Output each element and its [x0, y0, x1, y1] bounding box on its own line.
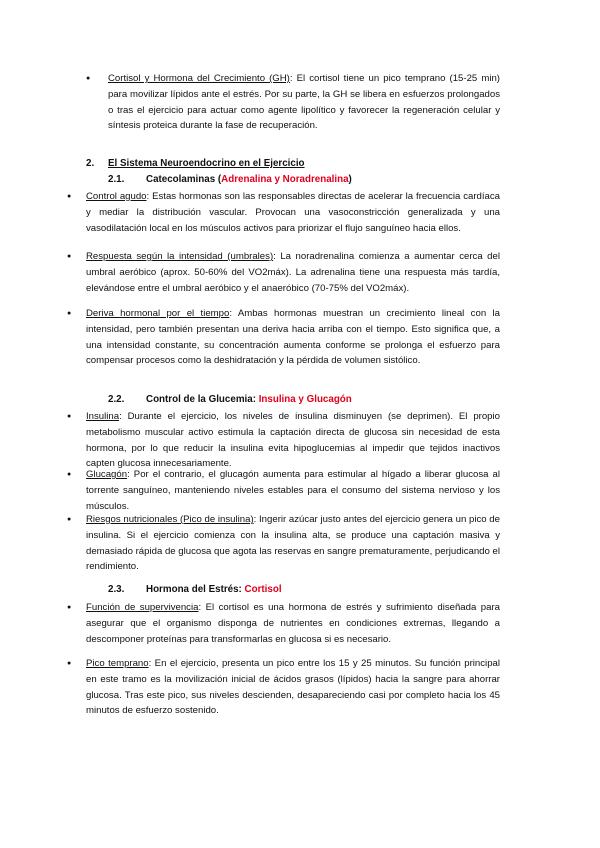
- subsection-title-highlight: Cortisol: [244, 584, 282, 595]
- subsection-heading: [108, 174, 352, 185]
- list-item: [86, 656, 500, 719]
- bullet-label: Función de supervivencia: [86, 602, 199, 613]
- subsection-title: Control de la Glucemia:: [146, 394, 259, 405]
- list-item: [86, 249, 500, 296]
- subsection-number: 2.2.: [108, 394, 125, 405]
- bullet-label: Pico temprano: [86, 658, 149, 669]
- bullet-text: : Ingerir azúcar justo antes del ejercicio genera un pico de insulina. Si el ejercicio comienza con la insulina alta, se produce una captación masiva y demasiado rápida de glucosa que agota las reservas en sangre prematuramente, perjudicando el rendimiento.: [86, 514, 500, 573]
- bullet-label: Riesgos nutricionales (Pico de insulina): [86, 514, 254, 525]
- list-item: [86, 409, 500, 472]
- list-item: [86, 71, 500, 134]
- bullet-text: : Estas hormonas son las responsables directas de acelerar la frecuencia cardíaca y mediar la distribución vascular. Provocan una vasoconstricción generalizada y una vasodilatación local en los músculos activos para priorizar el flujo sanguíneo hacia ellos.: [86, 191, 500, 234]
- bullet-label: Glucagón: [86, 469, 128, 480]
- subsection-title: Catecolaminas (: [146, 174, 222, 185]
- bullet-label: Deriva hormonal por el tiempo: [86, 308, 230, 319]
- subsection-title-suffix: ): [348, 174, 352, 185]
- subsection-heading: [108, 394, 352, 405]
- bullet-label: Control agudo: [86, 191, 147, 202]
- list-item: [86, 306, 500, 369]
- bullet-text: : La noradrenalina comienza a aumentar cerca del umbral aeróbico (aprox. 50-60% del VO2máx). La adrenalina tiene una respuesta más tardía, elevándose entre el umbral aeróbico y el anaeróbico (70-75% del VO2máx).: [86, 251, 500, 294]
- bullet-text: : Ambas hormonas muestran un crecimiento lineal con la intensidad, pero también presentan una deriva hacia arriba con el tiempo. Esto significa que, a una intensidad constante, su concentración aumenta conforme se prolonga el esfuerzo para compensar procesos como la deshidratación y la pérdida de volumen sistólico.: [86, 308, 500, 367]
- subsection-number: 2.1.: [108, 174, 125, 185]
- bullet-text: : Durante el ejercicio, los niveles de insulina disminuyen (se deprimen). El propio metabolismo muscular activo estimula la captación directa de glucosa sin necesidad de esta hormona, por lo que reducir la insulina evita hipoglucemias al impedir que tejidos inactivos capten glucosa innecesariamente.: [86, 411, 500, 470]
- subsection-heading: [108, 584, 282, 595]
- list-item: [86, 189, 500, 236]
- list-item: [86, 600, 500, 647]
- section-title: El Sistema Neuroendocrino en el Ejercicio: [108, 158, 305, 169]
- bullet-text: : Por el contrario, el glucagón aumenta para estimular al hígado a liberar glucosa al torrente sanguíneo, manteniendo niveles estables para el consumo del sistema nervioso y los músculos.: [86, 469, 500, 512]
- bullet-text: : El cortisol es una hormona de estrés y sufrimiento diseñada para asegurar que el organismo disponga de nutrientes en condiciones extremas, llegando a descomponer proteínas para transformarlas en glucosa si es necesario.: [86, 602, 500, 645]
- subsection-title: Hormona del Estrés:: [146, 584, 245, 595]
- section-number: 2.: [86, 158, 95, 169]
- bullet-label: Cortisol y Hormona del Crecimiento (GH): [108, 73, 290, 84]
- bullet-label: Respuesta según la intensidad (umbrales): [86, 251, 274, 262]
- subsection-number: 2.3.: [108, 584, 125, 595]
- subsection-title-highlight: Insulina y Glucagón: [258, 394, 352, 405]
- bullet-label: Insulina: [86, 411, 120, 422]
- list-item: [86, 467, 500, 514]
- list-item: [86, 512, 500, 575]
- bullet-text: : En el ejercicio, presenta un pico entre los 15 y 25 minutos. Su función principal en este tramo es la movilización inicial de ácidos grasos (lípidos) hacia la sangre para ahorrar glucosa. Tras este pico, sus niveles descienden, desapareciendo casi por completo hacia los 45 minutos de esfuerzo sostenido.: [86, 658, 500, 717]
- bullet-text: : El cortisol tiene un pico temprano (15-25 min) para movilizar lípidos ante el estrés. Por su parte, la GH se libera en esfuerzos prolongados o tras el ejercicio para actuar como agente lipolítico y favorecer la regeneración celular y síntesis proteica durante la fase de recuperación.: [108, 73, 500, 132]
- subsection-title-highlight: Adrenalina y Noradrenalina: [221, 174, 349, 185]
